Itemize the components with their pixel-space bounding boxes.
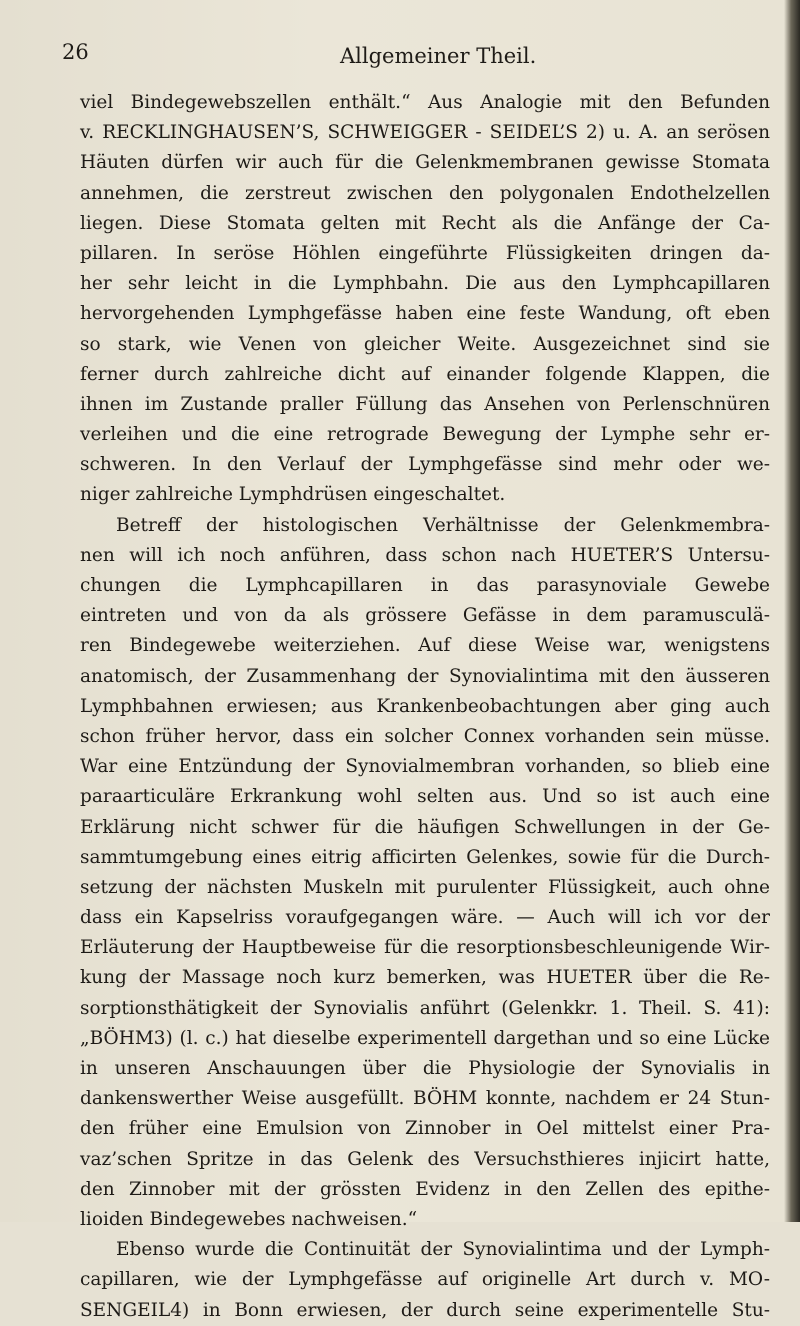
page-edge-shadow: [784, 0, 800, 1222]
text-line: War eine Entzündung der Synovialmembran vorhanden, so blieb eine: [80, 756, 770, 778]
text-line: schweren. In den Verlauf der Lymphgefässe sind mehr oder we-: [80, 454, 770, 476]
text-line: den früher eine Emulsion von Zinnober in Oel mittelst einer Pra-: [80, 1118, 770, 1140]
text-line: verleihen und die eine retrograde Bewegung der Lymphe sehr er-: [80, 424, 770, 446]
text-line: sammtumgebung eines eitrig afficirten Gelenkes, sowie für die Durch-: [80, 846, 770, 868]
text-line: Häuten dürfen wir auch für die Gelenkmembranen gewisse Stomata: [80, 152, 770, 174]
text-line: viel Bindegewebszellen enthält.“ Aus Analogie mit den Befunden: [80, 92, 770, 113]
text-line: setzung der nächsten Muskeln mit purulenter Flüssigkeit, auch ohne: [80, 876, 770, 898]
text-line: capillaren, wie der Lymphgefässe auf originelle Art durch v. MO-: [80, 1269, 770, 1291]
text-line: den Zinnober mit der grössten Evidenz in den Zellen des epithe-: [80, 1178, 770, 1200]
text-line: ferner durch zahlreiche dicht auf einander folgende Klappen, die: [80, 363, 770, 385]
text-line: Erläuterung der Hauptbeweise für die resorptionsbeschleunigende Wir-: [80, 937, 770, 959]
text-line: anatomisch, der Zusammenhang der Synovialintima mit den äusseren: [80, 665, 770, 687]
text-line: pillaren. In seröse Höhlen eingeführte Flüssigkeiten dringen da-: [80, 242, 770, 264]
text-line: eintreten und von da als grössere Gefässe in dem paramusculä-: [80, 605, 770, 627]
text-line: SENGEIL4) in Bonn erwiesen, der durch seine experimentelle Stu-: [80, 1299, 770, 1321]
text-line: sorptionsthätigkeit der Synovialis anführt (Gelenkkr. 1. Theil. S. 41):: [80, 997, 770, 1019]
text-line: „BÖHM3) (l. c.) hat dieselbe experimentell dargethan und so eine Lücke: [80, 1027, 770, 1049]
text-line: vaz’schen Spritze in das Gelenk des Versuchsthieres injicirt hatte,: [80, 1148, 770, 1170]
text-line: liegen. Diese Stomata gelten mit Recht als die Anfänge der Ca-: [80, 212, 770, 234]
running-head: Allgemeiner Theil.: [340, 44, 537, 68]
text-line: niger zahlreiche Lymphdrüsen eingeschaltet.: [80, 484, 506, 506]
text-line: Ebenso wurde die Continuität der Synovialintima und der Lymph-: [116, 1239, 770, 1261]
text-line: dass ein Kapselriss voraufgegangen wäre. — Auch will ich vor der: [80, 907, 770, 929]
text-line: Erklärung nicht schwer für die häufigen Schwellungen in der Ge-: [80, 816, 770, 838]
text-line: schon früher hervor, dass ein solcher Connex vorhanden sein müsse.: [80, 725, 770, 747]
text-line: in unseren Anschauungen über die Physiologie der Synovialis in: [80, 1058, 770, 1079]
text-line: dankenswerther Weise ausgefüllt. BÖHM konnte, nachdem er 24 Stun-: [80, 1088, 770, 1110]
body-text: [80, 88, 770, 1326]
text-line: annehmen, die zerstreut zwischen den polygonalen Endothelzellen: [80, 182, 770, 204]
text-line: hervorgehenden Lymphgefässe haben eine feste Wandung, oft eben: [80, 303, 770, 325]
text-line: paraarticuläre Erkrankung wohl selten aus. Und so ist auch eine: [80, 786, 770, 808]
text-line: v. RECKLINGHAUSEN’S, SCHWEIGGER - SEIDEL’S 2) u. A. an serösen: [80, 122, 770, 144]
text-line: kung der Massage noch kurz bemerken, was HUETER über die Re-: [80, 967, 770, 989]
text-line: her sehr leicht in die Lymphbahn. Die aus den Lymphcapillaren: [80, 273, 770, 295]
text-line: Lymphbahnen erwiesen; aus Krankenbeobachtungen aber ging auch: [80, 695, 770, 717]
text-line: ren Bindegewebe weiterziehen. Auf diese Weise war, wenigstens: [80, 635, 770, 657]
text-line: Betreff der histologischen Verhältnisse der Gelenkmembra-: [116, 514, 770, 536]
text-line: so stark, wie Venen von gleicher Weite. Ausgezeichnet sind sie: [80, 333, 770, 355]
text-line: nen will ich noch anführen, dass schon nach HUETER’S Untersu-: [80, 544, 770, 566]
page-number: 26: [62, 40, 89, 64]
text-line: lioiden Bindegewebes nachweisen.“: [80, 1208, 418, 1230]
text-line: ihnen im Zustande praller Füllung das Ansehen von Perlenschnüren: [80, 393, 770, 415]
text-line: chungen die Lymphcapillaren in das parasynoviale Gewebe: [80, 575, 770, 596]
